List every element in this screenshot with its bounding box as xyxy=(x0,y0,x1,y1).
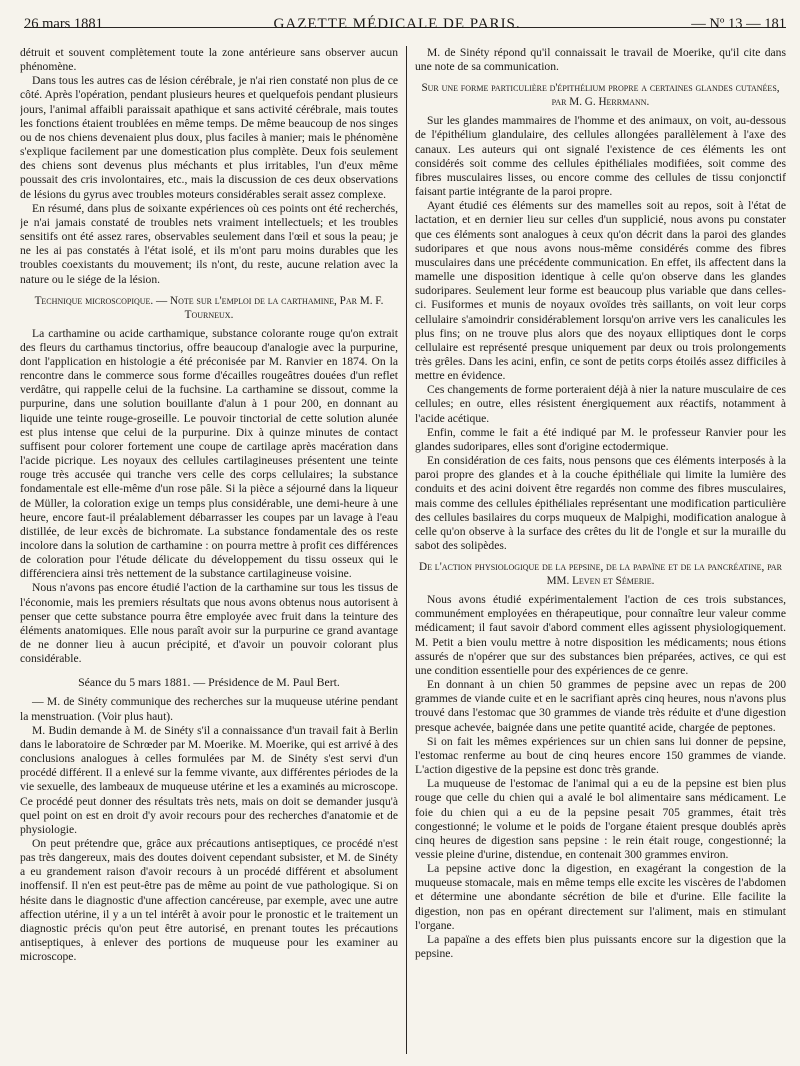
paragraph: Sur les glandes mammaires de l'homme et des animaux, on voit, au-dessous de l'épithélium glandulaire, des cellules allongées parallèlement à l'axe des canaux. Les auteurs qui ont signalé l'existence de ces éléments les ont considérés soit comme des cellules épithéliales modifiées, soit comme des fibres musculaires lisses, ou encore comme des cellules de tissu conjonctif faisant partie intégrante de la paroi propre. xyxy=(415,114,786,199)
article-heading-pepsine: De l'action physiologique de la pepsine, de la papaïne et de la pancréatine, par MM. Leven et Sémerie. xyxy=(419,561,782,588)
session-heading: Séance du 5 mars 1881. — Présidence de M. Paul Bert. xyxy=(78,675,340,690)
paragraph: Ces changements de forme porteraient déjà à nier la nature musculaire de ces cellules; en outre, elles résistent énergiquement aux réactifs, notamment à l'acide acétique. xyxy=(415,383,786,425)
paragraph: En donnant à un chien 50 grammes de pepsine avec un repas de 200 grammes de viande cuite et en le sacrifiant après cinq heures, nous n'avons plus trouvé dans l'estomac que 30 grammes de viande très réduite et d'une digestion presque achevée, baignée dans une petite quantité acide, chargée de peptones. xyxy=(415,678,786,734)
paragraph: détruit et souvent complètement toute la zone antérieure sans observer aucun phénomène. xyxy=(20,46,398,74)
paragraph: M. de Sinéty répond qu'il connaissait le travail de Moerike, qu'il cite dans une note de sa communication. xyxy=(415,46,786,74)
paragraph: La pepsine active donc la digestion, en exagérant la congestion de la muqueuse stomacale, mais en même temps elle excite les viscères de l'abdomen et détermine une abondante sécrétion de bile et d'urine. Elle facilite la digestion, non pas en opérant directement sur l'aliment, mais en stimulant l'organe. xyxy=(415,862,786,932)
paragraph: Ayant étudié ces éléments sur des mamelles soit au repos, soit à l'état de lactation, et en dernier lieu sur celles d'un supplicié, nous avons pu constater que ces éléments sont analogues à ceux qu'on décrit dans la paroi des glandes sudoripares et que nous avons nous-même considérés comme des fibres musculaires dans une précédente communication. En effet, ils affectent dans la mamelle une disposition identique à celle qu'on observe dans les glandes sudoripares. Seulement leur forme est beaucoup plus variable que dans celles-ci. Fusiformes et munis de noyaux ovoïdes très saillants, on voit leur corps cellulaire s'amoindrir considérablement lorsqu'on arrive vers les canalicules les plus fins; on ne trouve plus alors que des noyaux elliptiques dont le corps cellulaire est représenté presque uniquement par deux ou trois prolongements très grêles. Dans les acini, enfin, ce sont de petits corps étoilés assez difficiles à mettre en évidence. xyxy=(415,199,786,383)
paragraph: La papaïne a des effets bien plus puissants encore sur la digestion que la pepsine. xyxy=(415,932,786,961)
right-column xyxy=(406,46,786,1054)
issue-page-number: — Nº 13 — 181 xyxy=(691,16,786,32)
paragraph: — M. de Sinéty communique des recherches sur la muqueuse utérine pendant la menstruation. (Voir plus haut). xyxy=(20,695,398,723)
paragraph: La muqueuse de l'estomac de l'animal qui a eu de la pepsine est bien plus rouge que celle du chien qui a avalé le bol alimentaire sans médicament. Le foie du chien qui a eu de la pepsine pesait 705 grammes, était très congestionné; le volume et le poids de l'organe étaient presque doublés après cinq heures de digestion sans pepsine : le rein était rouge, congestionné; la vessie pleine d'urine, distendue, en contenait 300 grammes environ. xyxy=(415,777,786,861)
paragraph: La carthamine ou acide carthamique, substance colorante rouge qu'on extrait des fleurs du carthamus tinctorius, offre beaucoup d'analogie avec la purpurine, dont l'application en histologie a été préconisée par M. Ranvier en 1874. On la rencontre dans le commerce sous forme d'écailles rougeâtres douées d'un reflet verdâtre, qui rappelle celui de la fuchsine. La carthamine se dissout, comme la purpurine, dans une solution bouillante d'alun à 1 pour 200, en donnant au liquide une teinte rouge-groseille. Le pouvoir tinctorial de cette solution alunée est plus intense que celui de la purpurine. Dix à quinze minutes de contact suffisent pour colorer fortement une coupe de cartilage après macération dans l'acide picrique. Les noyaux des cellules cartilagineuses présentent une teinte rouge très accusée qui tranche vers celle des corps cellulaires; la substance fondamentale est elle-même d'un rose pâle. Si la pièce a séjourné dans la liqueur de Müller, la coloration exige un temps plus considérable, une demi-heure à une heure, encore faut-il préalablement débarrasser les coupes par un lavage à l'eau distillée, de leur excès de bichromate. La substance fondamentale des os reste incolore dans la solution de carthamine : on pourra mettre à profit ces différences de coloration pour l'étude délicate du développement du tissu osseux qui le différenciera ainsi très nettement de la substance cartilagineuse voisine. xyxy=(20,326,398,581)
left-column xyxy=(20,46,406,1054)
article-columns xyxy=(20,46,786,1054)
page-header xyxy=(24,0,786,32)
paragraph: Nous n'avons pas encore étudié l'action de la carthamine sur tous les tissus de l'économie, mais les premiers résultats que nous avons obtenus nous autorisent à penser que cette substance pourra être employée avec fruit dans la teinture des éléments anatomiques. Elle nous paraît avoir sur la purpurine ce grand avantage de ne donner lieu à aucun précipité, et d'avoir un pouvoir colorant plus considérable. xyxy=(20,581,398,666)
paragraph: Enfin, comme le fait a été indiqué par M. le professeur Ranvier pour les glandes sudoripares, elles sont d'origine ectodermique. xyxy=(415,425,786,453)
article-heading-carthamine: Technique microscopique. — Note sur l'emploi de la carthamine, Par M. F. Tourneux. xyxy=(34,294,384,321)
paragraph: Nous avons étudié expérimentalement l'action de ces trois substances, communément employées en thérapeutique, pour connaître leur valeur comme médicament; il faut savoir d'abord comment elles agissent physiologiquement. M. Petit a bien voulu mettre à notre disposition les médicaments; nous étions assurés de n'opérer que sur des substances bien préparées, actives, ce qui est une condition essentielle pour des expériences de ce genre. xyxy=(415,593,786,677)
paragraph: En considération de ces faits, nous pensons que ces éléments interposés à la paroi propre des glandes et à la couche épithéliale qui limite la lumière des conduits et des acini doivent être regardés non comme des fibres musculaires, mais comme des cellules épithéliales représentant une modification particulière des cellules basilaires du corps muqueux de Malpighi, modification analogue à celle qu'on observe à la surface des crêtes du lit de l'ongle et sur la muraille du sabot des solipèdes. xyxy=(415,454,786,552)
paragraph: Si on fait les mêmes expériences sur un chien sans lui donner de pepsine, l'estomac renferme au bout de cinq heures encore 150 grammes de viande. L'action digestive de la pepsine est donc très grande. xyxy=(415,734,786,777)
paragraph: On peut prétendre que, grâce aux précautions antiseptiques, ce procédé n'est pas très dangereux, mais des doutes doivent cependant subsister, et M. de Sinéty a eu grandement raison d'avoir recours à un procédé différent et absolument inoffensif. Il n'en est peut-être pas de même au point de vue pathologique. Si on hésite dans le diagnostic d'une affection cancéreuse, par exemple, avec une autre affection utérine, il y a un tel intérêt à avoir pour le pronostic et le traitement un diagnostic précis qu'on peut être autorisé, en prenant toutes les précautions antiseptiques, à enlever des portions de muqueuse pour les examiner au microscope. xyxy=(20,836,398,964)
paragraph: Dans tous les autres cas de lésion cérébrale, je n'ai rien constaté non plus de ce côté. Après l'opération, pendant plusieurs heures et quelquefois pendant plusieurs jours, l'animal affaibli paraissait apathique et sans activité cérébrale, mais toutes les fonctions étaient troublées en même temps. De même beaucoup de nos singes ou de nos chiens devenaient plus doux, plus faciles à manier; mais le phénomène s'explique facilement par une domestication plus complète. Deux fois seulement des chiens sont devenus plus méchants et plus irritables, l'un d'eux même poussait des cris involontaires, etc., mais la discussion de ces deux observations de lésions du gyrus avec troubles moteurs considérables serait assez complexe. xyxy=(20,74,398,201)
paragraph: M. Budin demande à M. de Sinéty s'il a connaissance d'un travail fait à Berlin dans le laboratoire de Schrœder par M. Moerike. M. Moerike, qui est arrivé à des conclusions analogues à celles formulées par M. de Sinéty s'est servi d'un procédé différent. Il a enlevé sur la femme vivante, aux différentes périodes de la vie sexuelle, des lambeaux de muqueuse utérine et les a examinés au microscope. Ce procédé peut donner des résultats très nets, mais on doit se demander jusqu'à quel point on est en droit d'y avoir recours pour des recherches d'anatomie et de physiologie. xyxy=(20,723,398,836)
article-heading-epithelium: Sur une forme particulière d'épithélium propre a certaines glandes cutanées, par M. G. Herrmann. xyxy=(421,82,780,109)
paragraph: En résumé, dans plus de soixante expériences où ces points ont été recherchés, je n'ai jamais constaté de troubles nets vraiment intellectuels; et les troubles sensitifs ont été assez rares, observables seulement dans l'œil et sous la peau; je ne les ai pas constatés à l'état isolé, et ils m'ont paru moins durables que les troubles coexistants du mouvement; ils n'ont, du reste, aucune relation avec la nature ou le siége de la lésion. xyxy=(20,201,398,286)
journal-title: GAZETTE MÉDICALE DE PARIS. xyxy=(273,16,521,32)
header-date: 26 mars 1881 xyxy=(24,16,103,32)
